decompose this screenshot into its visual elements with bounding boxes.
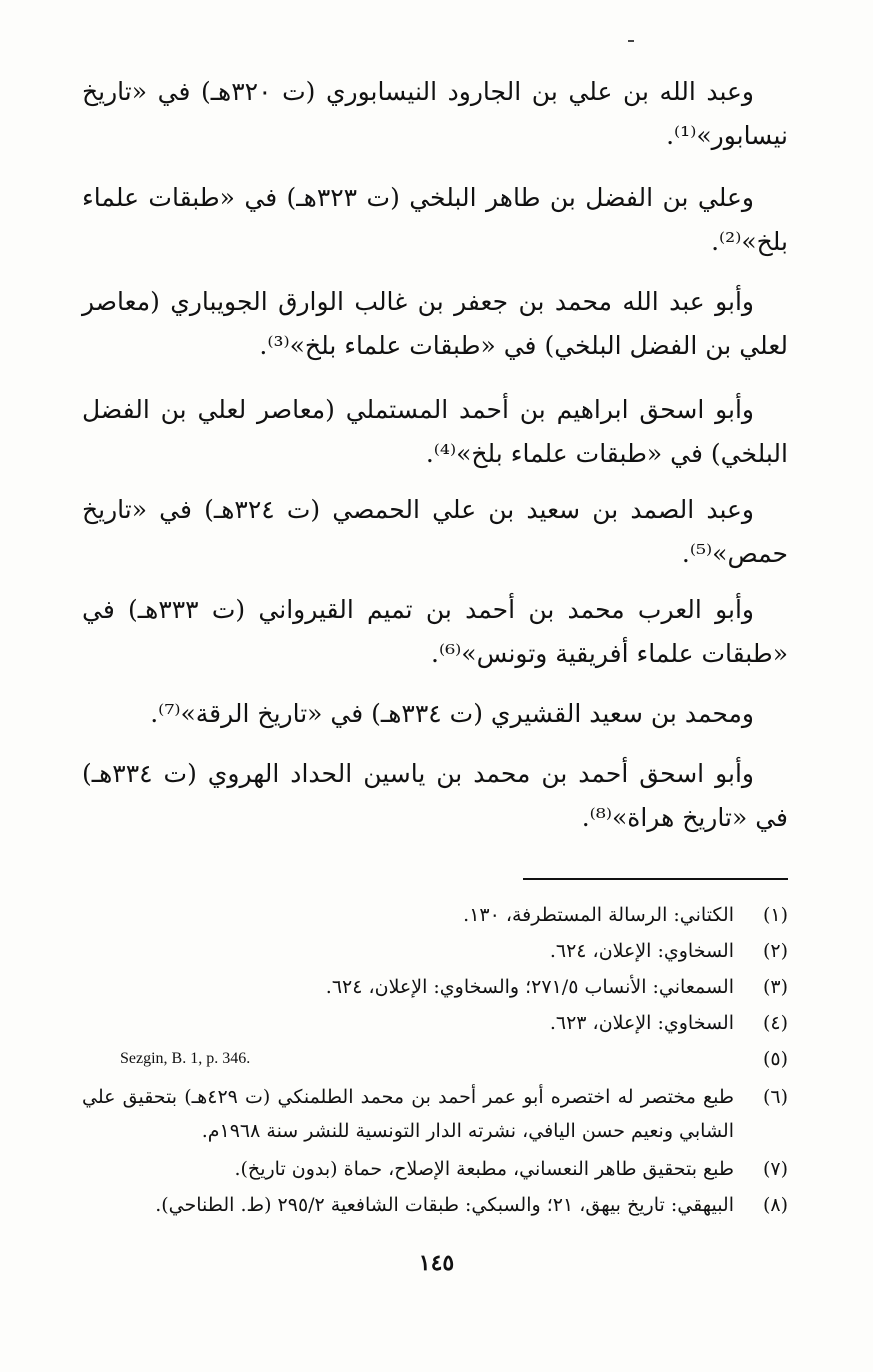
footnote-text: السخاوي: الإعلان، ٦٢٣. [549,1012,734,1034]
footnote-8 [82,1188,788,1222]
footnote-number: (٤) [762,1012,788,1034]
paragraph-1: وعبد الله بن علي بن الجارود النيسابوري (ت ٣٢٠هـ) في «تاريخ نيسابور»⁽¹⁾. [82,77,788,150]
footnote-2 [82,934,788,968]
footnote-text: طبع مختصر له اختصره أبو عمر أحمد بن محمد الطلمنكي (ت ٤٢٩هـ) بتحقيق علي الشابي ونعيم حسن اليافي، نشرته الدار التونسية للنشر سنة ١٩٦٨م. [82,1086,734,1142]
footnote-text: الكتاني: الرسالة المستطرفة، ١٣٠. [463,904,734,926]
footnote-5 [82,1042,788,1076]
footnote-text: Sezgin, B. 1, p. 346. [120,1050,251,1067]
footnote-1 [82,898,788,932]
footnote-text: السخاوي: الإعلان، ٦٢٤. [549,940,734,962]
paragraph-5: وعبد الصمد بن سعيد بن علي الحمصي (ت ٣٢٤هـ) في «تاريخ حمص»⁽⁵⁾. [82,495,788,568]
footnote-text: السمعاني: الأنساب ٢٧١/٥؛ والسخاوي: الإعلان، ٦٢٤. [325,976,734,998]
footnote-7 [82,1152,788,1186]
footnote-text: طبع بتحقيق طاهر النعساني، مطبعة الإصلاح، حماة (بدون تاريخ). [234,1158,734,1180]
paragraph-6: وأبو العرب محمد بن أحمد بن تميم القيرواني (ت ٣٣٣هـ) في «طبقات علماء أفريقية وتونس»⁽⁶⁾. [82,595,788,668]
scan-mark [628,40,634,42]
paragraph-8: وأبو اسحق أحمد بن محمد بن ياسين الحداد الهروي (ت ٣٣٤هـ) في «تاريخ هراة»⁽⁸⁾. [82,759,788,832]
footnote-4 [82,1006,788,1040]
footnote-number: (٢) [762,940,788,962]
footnote-number: (١) [762,904,788,926]
footnote-6 [82,1080,788,1148]
paragraph-4: وأبو اسحق ابراهيم بن أحمد المستملي (معاصر لعلي بن الفضل البلخي) في «طبقات علماء بلخ»⁽⁴⁾. [82,395,788,468]
footnote-number: (٨) [762,1194,788,1216]
footnote-text: البيهقي: تاريخ بيهق، ٢١؛ والسبكي: طبقات الشافعية ٢٩٥/٢ (ط. الطناحي). [155,1194,734,1216]
paragraph-2: وعلي بن الفضل بن طاهر البلخي (ت ٣٢٣هـ) في «طبقات علماء بلخ»⁽²⁾. [82,183,788,256]
footnote-number: (٧) [762,1158,788,1180]
footnote-number: (٥) [762,1048,788,1070]
footnote-separator [523,878,788,880]
footnote-number: (٣) [762,976,788,998]
paragraph-3: وأبو عبد الله محمد بن جعفر بن غالب الوارق الجويباري (معاصر لعلي بن الفضل البلخي) في «طبقات علماء بلخ»⁽³⁾. [82,287,788,360]
paragraph-7: ومحمد بن سعيد القشيري (ت ٣٣٤هـ) في «تاريخ الرقة»⁽⁷⁾. [150,699,754,728]
footnote-3 [82,970,788,1004]
footnote-number: (٦) [762,1086,788,1108]
page-number: ١٤٥ [418,1250,455,1276]
